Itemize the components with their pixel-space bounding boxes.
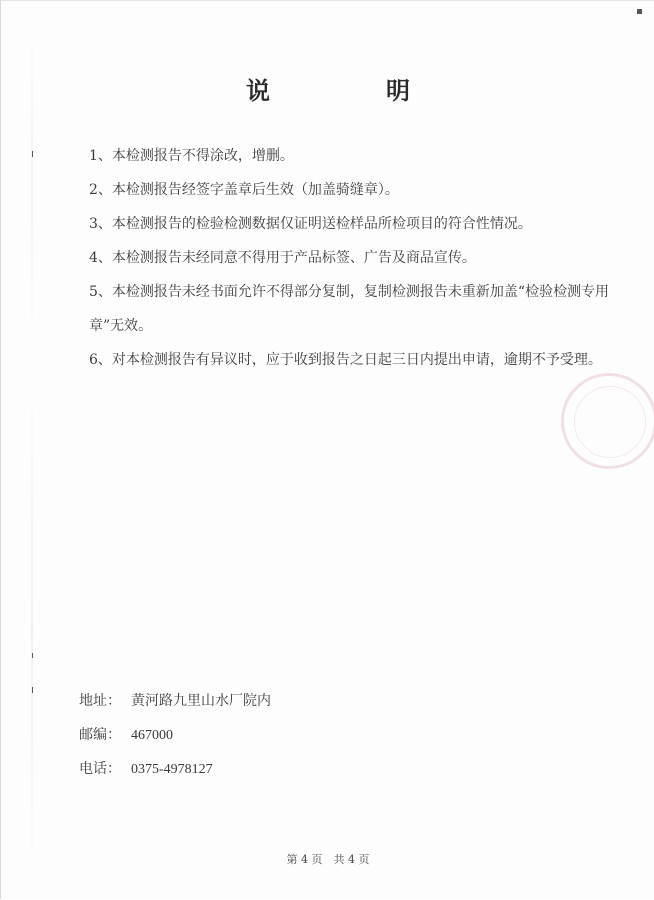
seal-stamp-inner-ring [574, 386, 646, 458]
address-label: 地址： [79, 693, 121, 709]
clause-item: 4、本检测报告未经同意不得用于产品标签、广告及商品宣传。 [89, 250, 476, 266]
scan-speck [32, 653, 33, 658]
postcode-row [79, 721, 271, 755]
clause-item: 6、对本检测报告有异议时，应于收到报告之日起三日内提出申请，逾期不予受理。 [89, 352, 602, 368]
page-title: 说 明 [246, 76, 456, 105]
postcode-value: 467000 [131, 728, 173, 743]
phone-label: 电话： [79, 761, 121, 777]
page-number: 第 4 页 共 4 页 [286, 853, 370, 866]
contact-info [79, 687, 271, 789]
phone-row [79, 755, 271, 789]
scan-edge-shadow [31, 1, 33, 900]
clause-item: 2、本检测报告经签字盖章后生效（加盖骑缝章）。 [89, 182, 399, 198]
scan-speck [32, 151, 33, 157]
seal-stamp-partial [561, 373, 654, 469]
address-value: 黄河路九里山水厂院内 [131, 694, 271, 709]
clause-item: 1、本检测报告不得涂改，增删。 [89, 148, 294, 164]
address-row [79, 687, 271, 721]
clause-item: 3、本检测报告的检验检测数据仅证明送检样品所检项目的符合性情况。 [89, 216, 532, 232]
phone-value: 0375-4978127 [131, 762, 213, 777]
scan-speck [637, 9, 642, 14]
clause-list [89, 139, 629, 377]
clause-item: 5、本检测报告未经书面允许不得部分复制，复制检测报告未重新加盖“检验检测专用章”无效。 [89, 284, 610, 334]
scan-speck [32, 687, 33, 693]
postcode-label: 邮编： [79, 727, 121, 743]
